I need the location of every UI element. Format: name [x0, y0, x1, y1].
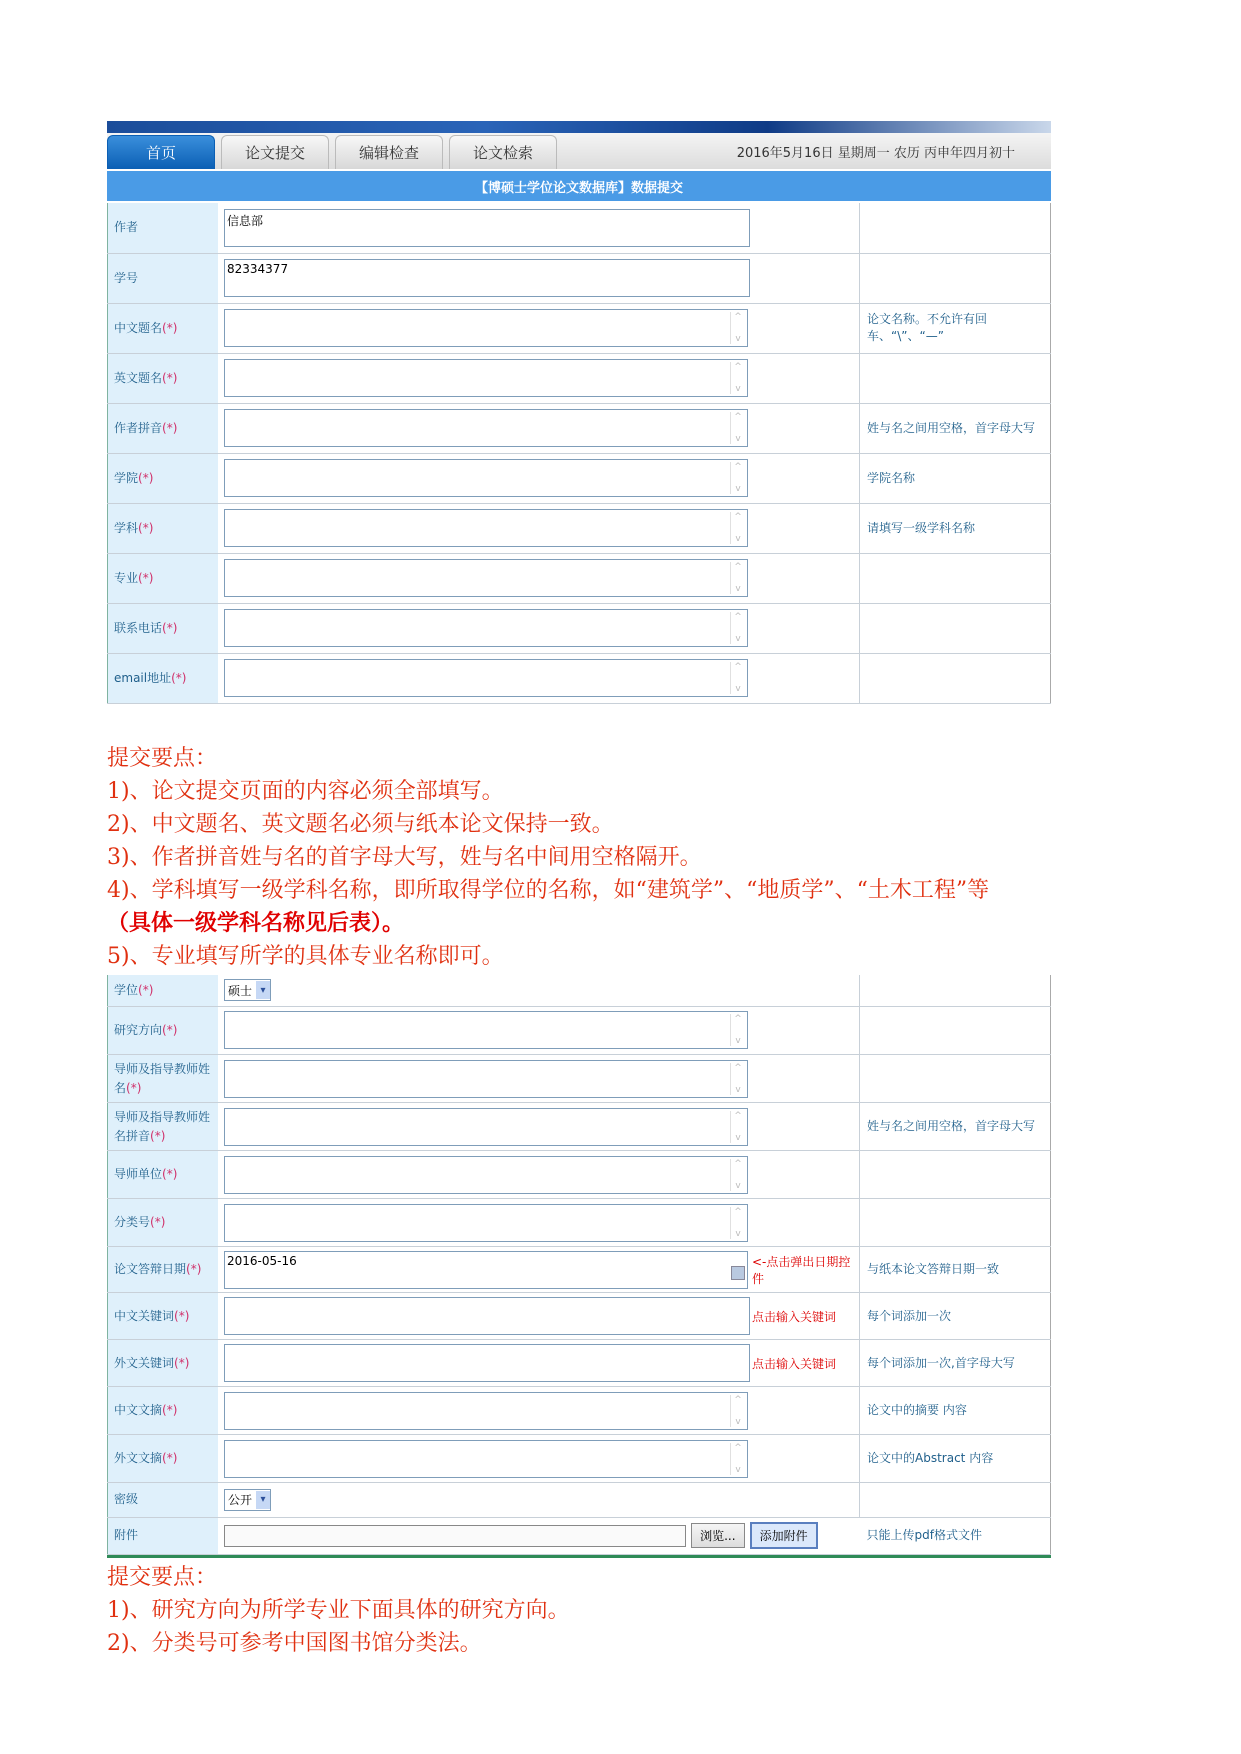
field-hint: [860, 1055, 1051, 1103]
field-input[interactable]: [224, 1060, 748, 1098]
page-title: 【博硕士学位论文数据库】数据提交: [107, 171, 1051, 201]
date-input[interactable]: 2016-05-16: [224, 1251, 748, 1289]
notes-title: 提交要点：: [107, 1565, 218, 1590]
scrollbar[interactable]: ^ v: [730, 1395, 745, 1427]
abstract-input[interactable]: [224, 1392, 748, 1430]
field-input[interactable]: [224, 409, 748, 447]
file-input[interactable]: [224, 1525, 686, 1547]
note-item: 2)、中文题名、英文题名必须与纸本论文保持一致。: [107, 812, 614, 837]
field-hint: [860, 653, 1051, 703]
date-display: 2016年5月16日 星期周一 农历 丙申年四月初十: [736, 145, 1015, 161]
field-input[interactable]: 82334377: [224, 259, 750, 297]
nav-tabs: [107, 133, 1051, 169]
secret-label: 密级: [108, 1483, 219, 1517]
scrollbar[interactable]: ^ v: [730, 1159, 745, 1191]
field-hint: [860, 1007, 1051, 1055]
field-label: 外文文摘(*): [108, 1435, 219, 1483]
field-hint: [860, 1199, 1051, 1247]
field-label: 导师及指导教师姓名拼音(*): [108, 1103, 219, 1151]
note-item: 3)、作者拼音姓与名的首字母大写，姓与名中间用空格隔开。: [107, 845, 702, 870]
scrollbar[interactable]: ^ v: [730, 562, 745, 594]
browse-button[interactable]: 浏览...: [691, 1523, 744, 1548]
scrollbar[interactable]: ^ v: [730, 1111, 745, 1143]
scrollbar[interactable]: ^ v: [730, 412, 745, 444]
field-input[interactable]: [224, 559, 748, 597]
field-hint: [860, 603, 1051, 653]
field-hint: 请填写一级学科名称: [860, 503, 1051, 553]
field-label: 中文文摘(*): [108, 1387, 219, 1435]
field-label: 英文题名(*): [108, 353, 219, 403]
form-part-2: [107, 975, 1051, 1558]
attach-hint: 只能上传pdf格式文件: [860, 1517, 1051, 1554]
scrollbar[interactable]: ^ v: [730, 1014, 745, 1046]
keyword-input[interactable]: [224, 1297, 750, 1335]
field-input[interactable]: [224, 659, 748, 697]
field-label: 导师及指导教师姓名(*): [108, 1055, 219, 1103]
notes-1: [107, 742, 989, 973]
note-item: 1)、论文提交页面的内容必须全部填写。: [107, 779, 504, 804]
keyword-input[interactable]: [224, 1344, 750, 1382]
field-hint: 论文名称。不允许有回车、“\”、“—”: [860, 303, 1051, 353]
field-hint: 学院名称: [860, 453, 1051, 503]
degree-label: 学位(*): [108, 975, 219, 1006]
field-hint: 每个词添加一次: [860, 1293, 1051, 1340]
degree-select[interactable]: 硕士 ▾: [224, 979, 271, 1001]
chevron-down-icon: ▾: [256, 1491, 270, 1509]
field-label: 专业(*): [108, 553, 219, 603]
tab-search[interactable]: 论文检索: [449, 135, 557, 169]
tab-home[interactable]: 首页: [107, 135, 215, 169]
field-input[interactable]: [224, 1204, 748, 1242]
scrollbar[interactable]: ^ v: [730, 462, 745, 494]
scrollbar[interactable]: ^ v: [730, 1443, 745, 1475]
field-input[interactable]: [224, 359, 748, 397]
field-hint: [860, 203, 1051, 253]
field-label: 学科(*): [108, 503, 219, 553]
scrollbar[interactable]: ^ v: [730, 312, 745, 344]
field-hint: [860, 353, 1051, 403]
secret-select[interactable]: 公开 ▾: [224, 1489, 271, 1511]
calendar-icon[interactable]: [731, 1266, 745, 1280]
chevron-down-icon: ▾: [256, 981, 270, 999]
field-label: 联系电话(*): [108, 603, 219, 653]
note-bold: （具体一级学科名称见后表）。: [107, 910, 405, 936]
notes-2: [107, 1561, 570, 1660]
header-banner: [107, 121, 1051, 133]
form-part-1: [107, 203, 1051, 704]
field-hint: [860, 253, 1051, 303]
scrollbar[interactable]: ^ v: [730, 662, 745, 694]
add-keyword-link[interactable]: 点击输入关键词: [752, 1340, 860, 1387]
field-hint: 每个词添加一次,首字母大写: [860, 1340, 1051, 1387]
field-input[interactable]: [224, 459, 748, 497]
scrollbar[interactable]: ^ v: [730, 1207, 745, 1239]
scrollbar[interactable]: ^ v: [730, 362, 745, 394]
field-label: 研究方向(*): [108, 1007, 219, 1055]
date-picker-link[interactable]: <-点击弹出日期控件: [752, 1247, 860, 1293]
field-label: 中文关键词(*): [108, 1293, 219, 1340]
field-label: 外文关键词(*): [108, 1340, 219, 1387]
field-hint: [860, 1151, 1051, 1199]
field-label: 学号: [108, 253, 219, 303]
attach-label: 附件: [108, 1517, 219, 1554]
field-input[interactable]: [224, 1011, 748, 1049]
field-input[interactable]: 信息部: [224, 209, 750, 247]
field-hint: 姓与名之间用空格，首字母大写: [860, 403, 1051, 453]
add-attachment-button[interactable]: 添加附件: [750, 1522, 818, 1549]
tab-edit-check[interactable]: 编辑检查: [335, 135, 443, 169]
scrollbar[interactable]: ^ v: [730, 512, 745, 544]
field-input[interactable]: [224, 1108, 748, 1146]
field-label: 论文答辩日期(*): [108, 1247, 219, 1293]
field-hint: 姓与名之间用空格，首字母大写: [860, 1103, 1051, 1151]
field-label: 中文题名(*): [108, 303, 219, 353]
abstract-input[interactable]: [224, 1440, 748, 1478]
field-label: 导师单位(*): [108, 1151, 219, 1199]
field-input[interactable]: [224, 1156, 748, 1194]
field-input[interactable]: [224, 509, 748, 547]
notes-title: 提交要点：: [107, 746, 218, 771]
note-item: 5)、专业填写所学的具体专业名称即可。: [107, 944, 504, 969]
field-hint: 与纸本论文答辩日期一致: [860, 1247, 1051, 1293]
field-hint: 论文中的摘要 内容: [860, 1387, 1051, 1435]
field-hint: [860, 553, 1051, 603]
field-label: 作者: [108, 203, 219, 253]
add-keyword-link[interactable]: 点击输入关键词: [752, 1293, 860, 1340]
scrollbar[interactable]: ^ v: [730, 1063, 745, 1095]
field-label: 分类号(*): [108, 1199, 219, 1247]
field-input[interactable]: [224, 609, 748, 647]
field-label: 作者拼音(*): [108, 403, 219, 453]
note-item: 4)、学科填写一级学科名称，即所取得学位的名称，如“建筑学”、“地质学”、“土木工程”等: [107, 878, 990, 903]
field-label: 学院(*): [108, 453, 219, 503]
tab-submit[interactable]: 论文提交: [221, 135, 329, 169]
field-input[interactable]: [224, 309, 748, 347]
note-item: 1)、研究方向为所学专业下面具体的研究方向。: [107, 1598, 570, 1623]
field-hint: 论文中的Abstract 内容: [860, 1435, 1051, 1483]
scrollbar[interactable]: ^ v: [730, 612, 745, 644]
field-label: email地址(*): [108, 653, 219, 703]
note-item: 2)、分类号可参考中国图书馆分类法。: [107, 1631, 482, 1656]
